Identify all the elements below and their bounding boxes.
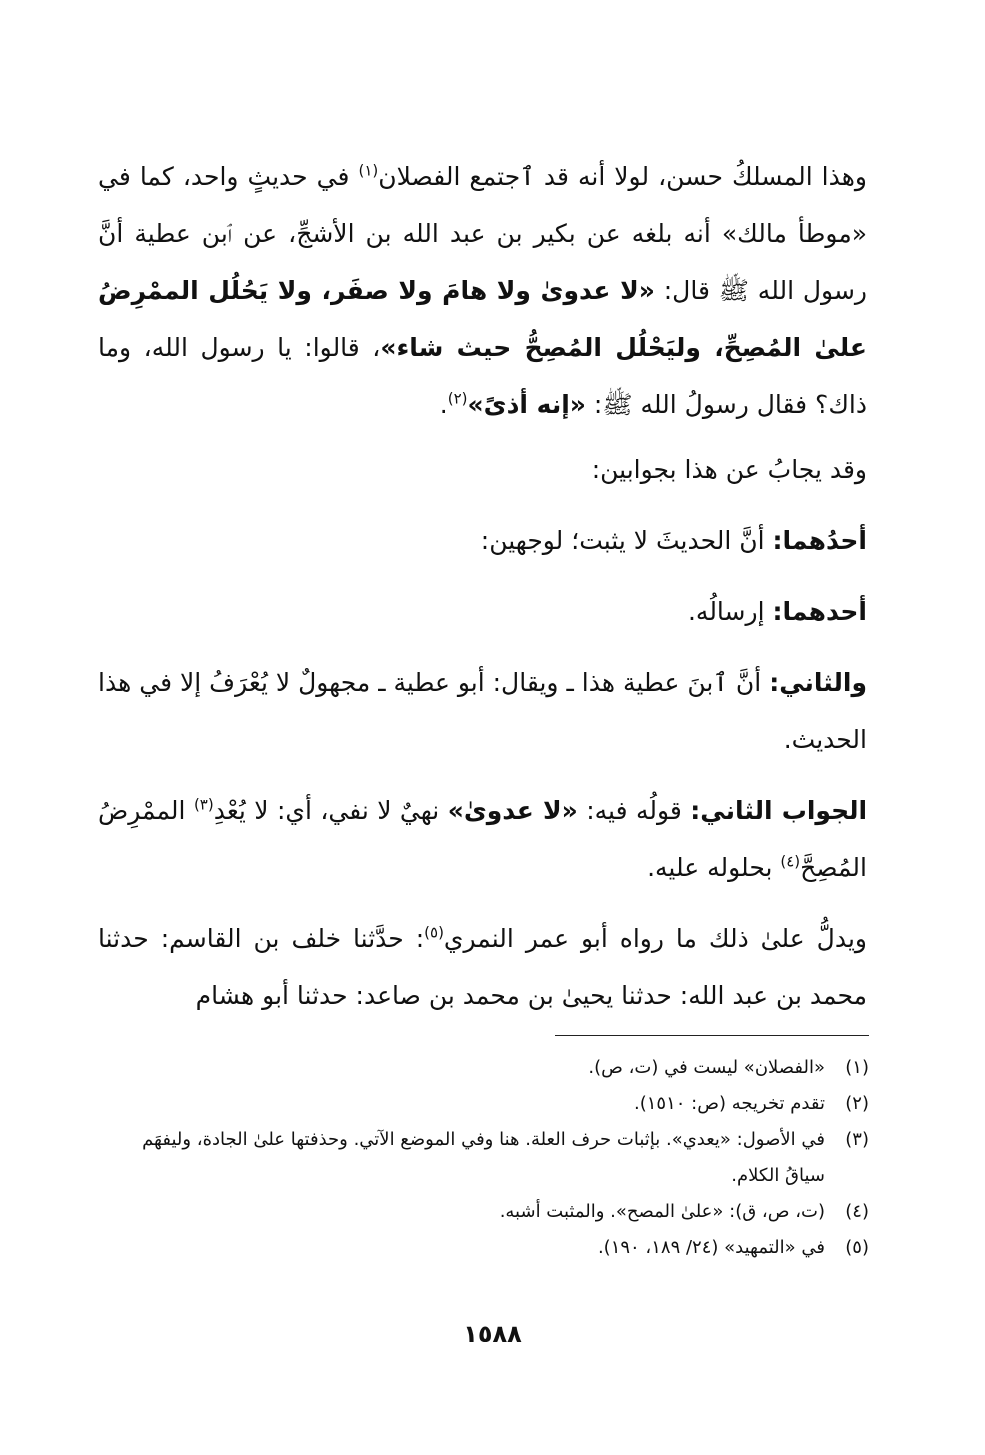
p3-heading: أحدُهما: bbox=[772, 526, 867, 555]
hadith-quote-2: علىٰ المُصِحِّ، وليَحْلُل المُصِحُّ حيث شاء» bbox=[380, 333, 867, 362]
footnote-text: «الفصلان» ليست في (ت، ص). bbox=[588, 1057, 825, 1078]
p1-text-f: فقال رسولُ الله ﷺ: bbox=[593, 390, 808, 419]
p6-heading: الجواب الثاني: bbox=[690, 796, 868, 825]
p1-text-d: أنَّ رسول الله ﷺ قال: bbox=[98, 219, 867, 305]
p2-text: وقد يجابُ عن هذا بجوابين: bbox=[591, 455, 867, 484]
main-text bbox=[98, 148, 867, 1038]
footnote-text: في «التمهيد» (٢٤/ ١٨٩، ١٩٠). bbox=[597, 1237, 825, 1258]
p4-heading: أحدهما: bbox=[772, 597, 867, 626]
p5-text-2: هذا الحديث. bbox=[98, 668, 867, 754]
p6-line2a: الممْرِضُ المُصِحَّ bbox=[98, 796, 867, 882]
p5-text: أنَّ ٱبنَ عطية هذا ـ ويقال: أبو عطية ـ مجهولٌ لا يُعْرَفُ إلا في bbox=[139, 668, 762, 697]
paragraph-4 bbox=[98, 583, 867, 640]
footnote-1 bbox=[98, 1050, 869, 1086]
footnote-number: (١) bbox=[845, 1057, 869, 1078]
p7-text-c: حدثنا محمد بن عبد الله: حدثنا يحيىٰ بن محمد بن صاعد: حدثنا أبو هشام bbox=[98, 924, 867, 1010]
p1-text-e: ، قالوا: يا رسول الله، وما ذاك؟ bbox=[98, 333, 867, 419]
p5-heading: والثاني: bbox=[769, 668, 867, 697]
footnote-number: (٢) bbox=[845, 1093, 869, 1114]
paragraph-2 bbox=[98, 441, 867, 498]
footnote-number: (٥) bbox=[845, 1237, 869, 1258]
footnote-separator bbox=[555, 1035, 869, 1036]
p6-quote: «لا عدوىٰ» bbox=[447, 796, 578, 825]
p6-text: قولُه فيه: bbox=[586, 796, 682, 825]
footnote-text: (ت، ص، ق): «علىٰ المصح». والمثبت أشبه. bbox=[499, 1201, 825, 1222]
paragraph-5 bbox=[98, 654, 867, 768]
paragraph-3 bbox=[98, 512, 867, 569]
footnote-5 bbox=[98, 1230, 869, 1266]
footnote-ref-2: (٢) bbox=[447, 389, 468, 408]
paragraph-1: وهذا المسلكُ حسن، لولا أنه قد ٱجتمع الفصلان$^{(١)}$ في حديثٍ واحد، كما في «موطأ مالك» أنه بلغه عن بكير بن عبد الله بن الأشجِّ، عن ٱبن عطية أنَّ رسول الله ﷺ قال: «لا عدوىٰ ولا هامَ ولا صفَر، ولا يَحُلُل الممْرِضُ علىٰ المُصِحِّ، وليَحْلُل المُصِحُّ حيث شاء»، قالوا: يا رسول الله، وما ذاك؟ فقال رسولُ الله ﷺ: «إنه أذىً»$^{(٢)}$. bbox=[98, 161, 868, 419]
p7-text-a: ويدلُّ علىٰ ذلك ما رواه أبو عمر النمري bbox=[443, 924, 868, 953]
footnote-2 bbox=[98, 1086, 869, 1122]
footnote-4 bbox=[98, 1194, 869, 1230]
hadith-quote-3: «إنه أذىً» bbox=[467, 390, 586, 419]
hadith-quote-1: «لا عدوىٰ ولا هامَ ولا صفَر، ولا يَحُلُل الممْرِضُ bbox=[98, 276, 655, 305]
footnote-number: (٤) bbox=[845, 1201, 869, 1222]
footnote-text: في الأصول: «يعدي». بإثبات حرف العلة. هنا وفي الموضع الآتي. وحذفتها علىٰ الجادة، وليفهَم سياقُ الكلام. bbox=[142, 1129, 825, 1186]
footnote-text: تقدم تخريجه (ص: ١٥١٠). bbox=[634, 1093, 825, 1114]
p6-text-2: نهيٌ لا نفي، أي: لا يُعْدِ bbox=[213, 796, 440, 825]
page-number: ١٥٨٨ bbox=[463, 1320, 522, 1348]
p7-text-b: : حدَّثنا خلف بن القاسم: bbox=[160, 924, 425, 953]
footnote-ref-3: (٣) bbox=[193, 795, 214, 814]
paragraph-7 bbox=[98, 910, 867, 1024]
p1-text-a: وهذا المسلكُ حسن، لولا أنه قد ٱجتمع الفصلان bbox=[378, 162, 867, 191]
footnotes bbox=[98, 1050, 869, 1266]
paragraph-6 bbox=[98, 782, 867, 896]
p1-text-b: في حديثٍ واحد، bbox=[182, 162, 350, 191]
footnote-number: (٣) bbox=[845, 1129, 869, 1150]
p4-text: إرسالُه. bbox=[687, 597, 765, 626]
p1-text-c: كما في «موطأ مالك» أنه بلغه عن بكير بن عبد الله بن الأشجِّ، عن ٱبن عطية bbox=[98, 162, 868, 248]
footnote-ref-1: (١) bbox=[358, 161, 379, 180]
footnote-ref-4: (٤) bbox=[780, 852, 801, 871]
p6-line2b: بحلوله عليه. bbox=[647, 853, 773, 882]
p3-text: أنَّ الحديثَ لا يثبت؛ لوجهين: bbox=[480, 526, 765, 555]
footnote-3 bbox=[98, 1122, 869, 1194]
footnote-ref-5: (٥) bbox=[424, 923, 444, 942]
